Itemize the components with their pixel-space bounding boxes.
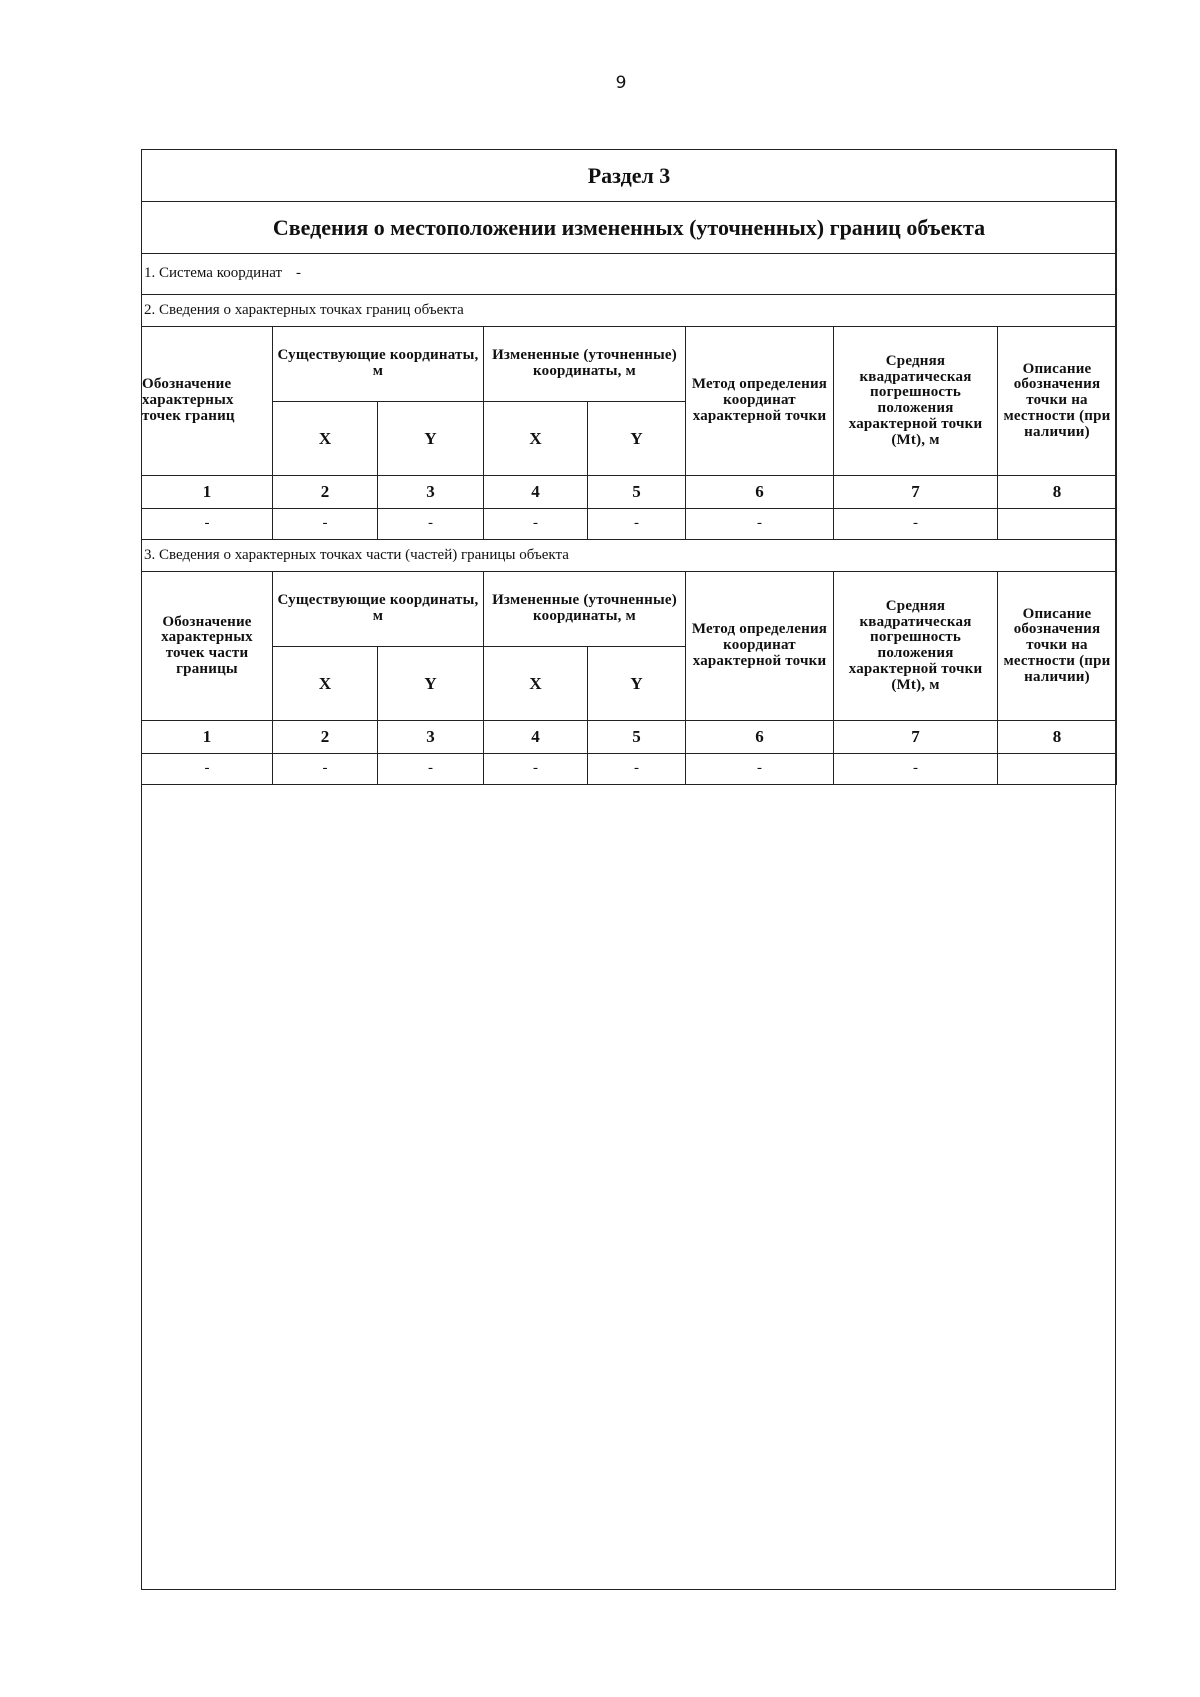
t2-existing-x: X	[273, 647, 378, 721]
t2-num-5: 5	[588, 721, 686, 754]
t2-num-4: 4	[484, 721, 588, 754]
t2-num-6: 6	[686, 721, 834, 754]
t2-num-2: 2	[273, 721, 378, 754]
t2-cell: -	[588, 754, 686, 785]
t1-cell: -	[142, 509, 273, 540]
t1-existing-x: X	[273, 402, 378, 476]
t1-num-5: 5	[588, 476, 686, 509]
t2-col-existing: Существующие координаты, м	[273, 572, 484, 647]
t2-num-8: 8	[998, 721, 1117, 754]
t1-num-3: 3	[378, 476, 484, 509]
coordinate-system-value: -	[296, 265, 302, 282]
t1-col-method: Метод определения координат характерной точки	[686, 327, 834, 476]
table1-caption: 2. Сведения о характерных точках границ объекта	[142, 295, 1117, 327]
coordinate-system-row	[142, 254, 1117, 295]
t2-existing-y: Y	[378, 647, 484, 721]
t1-changed-x: X	[484, 402, 588, 476]
t2-cell: -	[378, 754, 484, 785]
t2-table-row	[142, 754, 1117, 785]
t2-cell: -	[686, 754, 834, 785]
section-subtitle: Сведения о местоположении измененных (уточненных) границ объекта	[142, 202, 1117, 254]
t2-cell: -	[142, 754, 273, 785]
t1-cell: -	[588, 509, 686, 540]
t1-cell: -	[686, 509, 834, 540]
t1-existing-y: Y	[378, 402, 484, 476]
t1-cell: -	[834, 509, 998, 540]
t1-num-7: 7	[834, 476, 998, 509]
t1-changed-y: Y	[588, 402, 686, 476]
t1-col-changed: Измененные (уточненные) координаты, м	[484, 327, 686, 402]
t2-changed-y: Y	[588, 647, 686, 721]
t2-col-designation: Обозначение характерных точек части границы	[142, 572, 273, 721]
t1-col-designation: Обозначение характерных точек границ	[142, 327, 273, 476]
t1-num-1: 1	[142, 476, 273, 509]
t1-col-error: Средняя квадратическая погрешность положения характерной точки (Mt), м	[834, 327, 998, 476]
t2-cell: -	[484, 754, 588, 785]
t1-num-6: 6	[686, 476, 834, 509]
t1-num-4: 4	[484, 476, 588, 509]
t1-col-existing: Существующие координаты, м	[273, 327, 484, 402]
t1-table-row	[142, 509, 1117, 540]
t2-col-description: Описание обозначения точки на местности (при наличии)	[998, 572, 1117, 721]
section-title: Раздел 3	[142, 150, 1117, 202]
t1-num-2: 2	[273, 476, 378, 509]
t2-col-method: Метод определения координат характерной точки	[686, 572, 834, 721]
t2-num-7: 7	[834, 721, 998, 754]
t1-cell: -	[273, 509, 378, 540]
t2-col-changed: Измененные (уточненные) координаты, м	[484, 572, 686, 647]
t2-num-1: 1	[142, 721, 273, 754]
section-table	[141, 149, 1117, 785]
t1-num-8: 8	[998, 476, 1117, 509]
t1-col-description: Описание обозначения точки на местности (при наличии)	[998, 327, 1117, 476]
t2-cell: -	[273, 754, 378, 785]
t2-cell: -	[834, 754, 998, 785]
t1-cell: -	[378, 509, 484, 540]
t1-cell: -	[484, 509, 588, 540]
coordinate-system-label: 1. Система координат	[144, 265, 283, 282]
page-number: 9	[615, 73, 627, 93]
t2-changed-x: X	[484, 647, 588, 721]
t2-cell	[998, 754, 1117, 785]
t1-cell	[998, 509, 1117, 540]
t2-num-3: 3	[378, 721, 484, 754]
table2-caption: 3. Сведения о характерных точках части (частей) границы объекта	[142, 540, 1117, 572]
t2-col-error: Средняя квадратическая погрешность положения характерной точки (Mt), м	[834, 572, 998, 721]
